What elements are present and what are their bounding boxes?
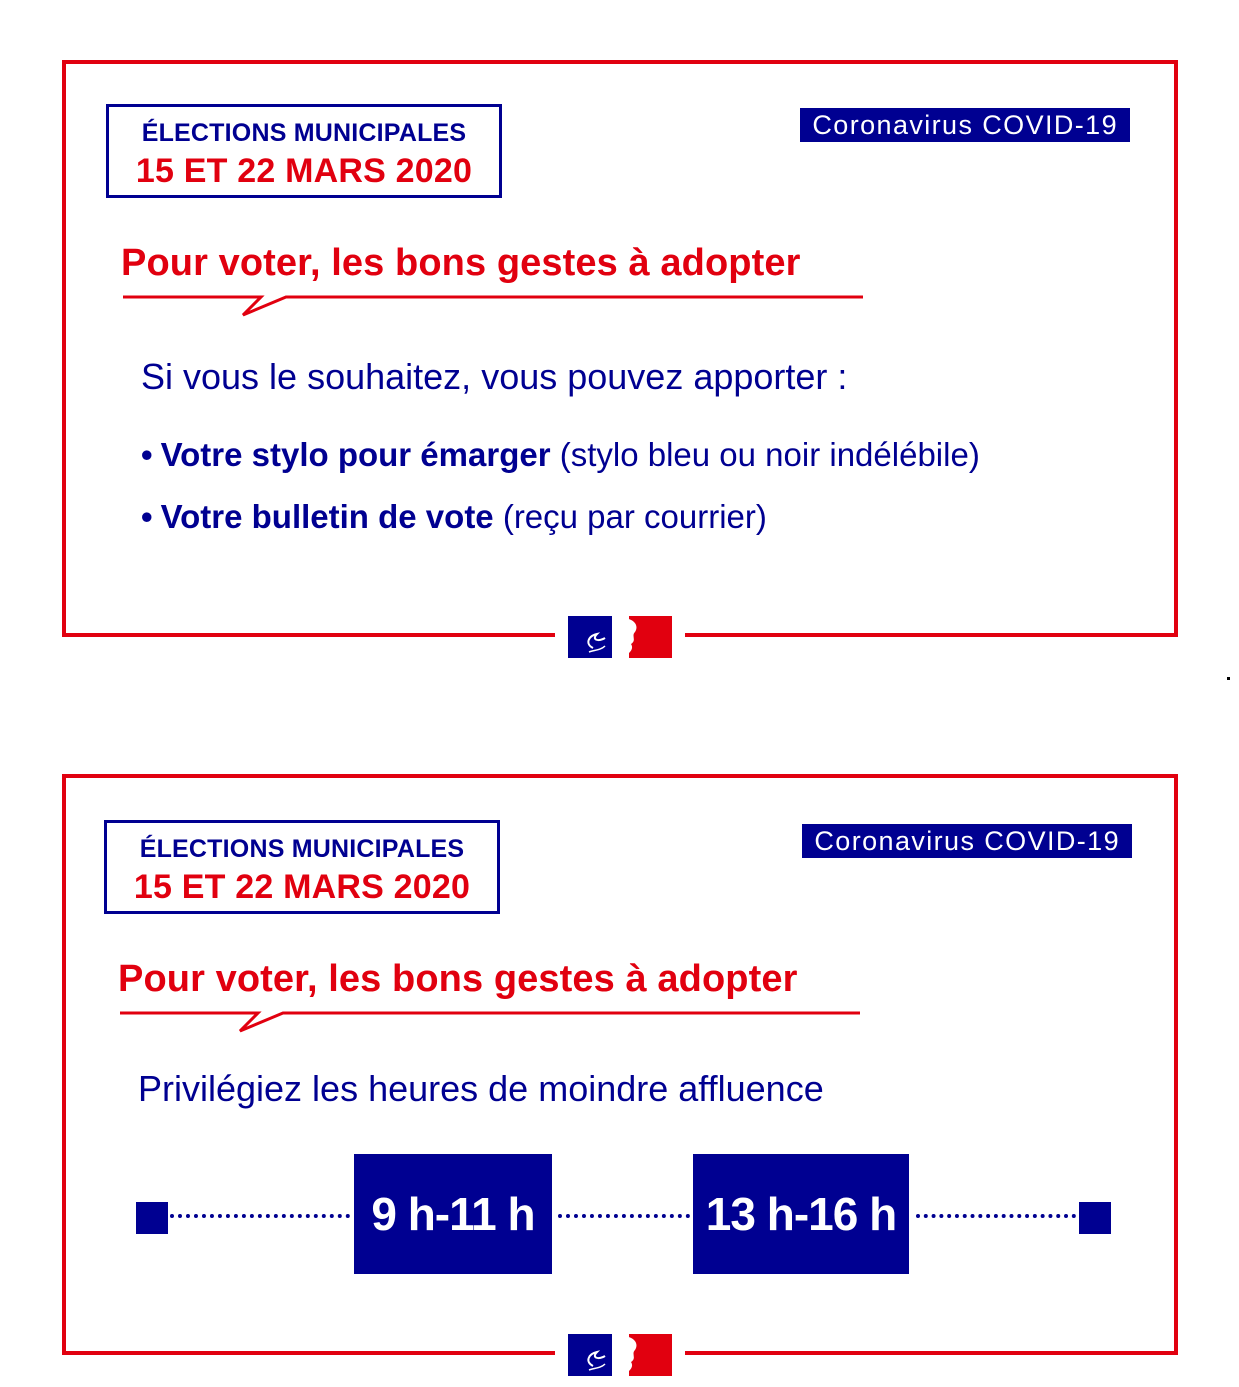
bullet-detail-text: (stylo bleu ou noir indélébile) <box>550 436 980 473</box>
election-box <box>104 820 500 914</box>
info-card-items <box>62 60 1178 637</box>
headline: Pour voter, les bons gestes à adopter <box>121 242 801 284</box>
time-slot: 13 h-16 h <box>693 1154 909 1274</box>
list-item <box>141 498 980 560</box>
intro-text: Privilégiez les heures de moindre affluence <box>138 1068 824 1109</box>
timeline-dotted-line <box>558 1214 690 1218</box>
election-title: ÉLECTIONS MUNICIPALES <box>141 119 467 147</box>
speech-bubble-underline <box>121 292 866 322</box>
covid-tag: Coronavirus COVID-19 <box>800 108 1130 142</box>
speech-bubble-underline <box>118 1008 863 1038</box>
timeline-start-marker <box>136 1202 168 1234</box>
hours-timeline <box>136 1154 1111 1274</box>
election-box <box>106 104 502 198</box>
covid-tag: Coronavirus COVID-19 <box>802 824 1132 858</box>
time-slot: 9 h-11 h <box>354 1154 552 1274</box>
timeline-end-marker <box>1079 1202 1111 1234</box>
marianne-logo-icon <box>555 614 685 660</box>
timeline-dotted-line <box>916 1214 1076 1218</box>
stray-dot <box>1227 677 1230 680</box>
info-card-hours <box>62 774 1178 1355</box>
bullet-list <box>141 436 980 560</box>
bullet-bold-text: Votre stylo pour émarger <box>160 436 551 473</box>
bullet-detail-text: (reçu par courrier) <box>493 498 767 535</box>
bullet-marker: • <box>141 498 153 535</box>
marianne-logo-icon <box>555 1332 685 1378</box>
list-item <box>141 436 980 498</box>
bullet-marker: • <box>141 436 153 473</box>
headline: Pour voter, les bons gestes à adopter <box>118 958 798 1000</box>
election-title: ÉLECTIONS MUNICIPALES <box>139 835 465 863</box>
timeline-dotted-line <box>170 1214 350 1218</box>
election-dates: 15 ET 22 MARS 2020 <box>133 868 471 906</box>
bullet-bold-text: Votre bulletin de vote <box>160 498 494 535</box>
election-dates: 15 ET 22 MARS 2020 <box>135 152 473 190</box>
intro-text: Si vous le souhaitez, vous pouvez apporter : <box>141 356 848 397</box>
